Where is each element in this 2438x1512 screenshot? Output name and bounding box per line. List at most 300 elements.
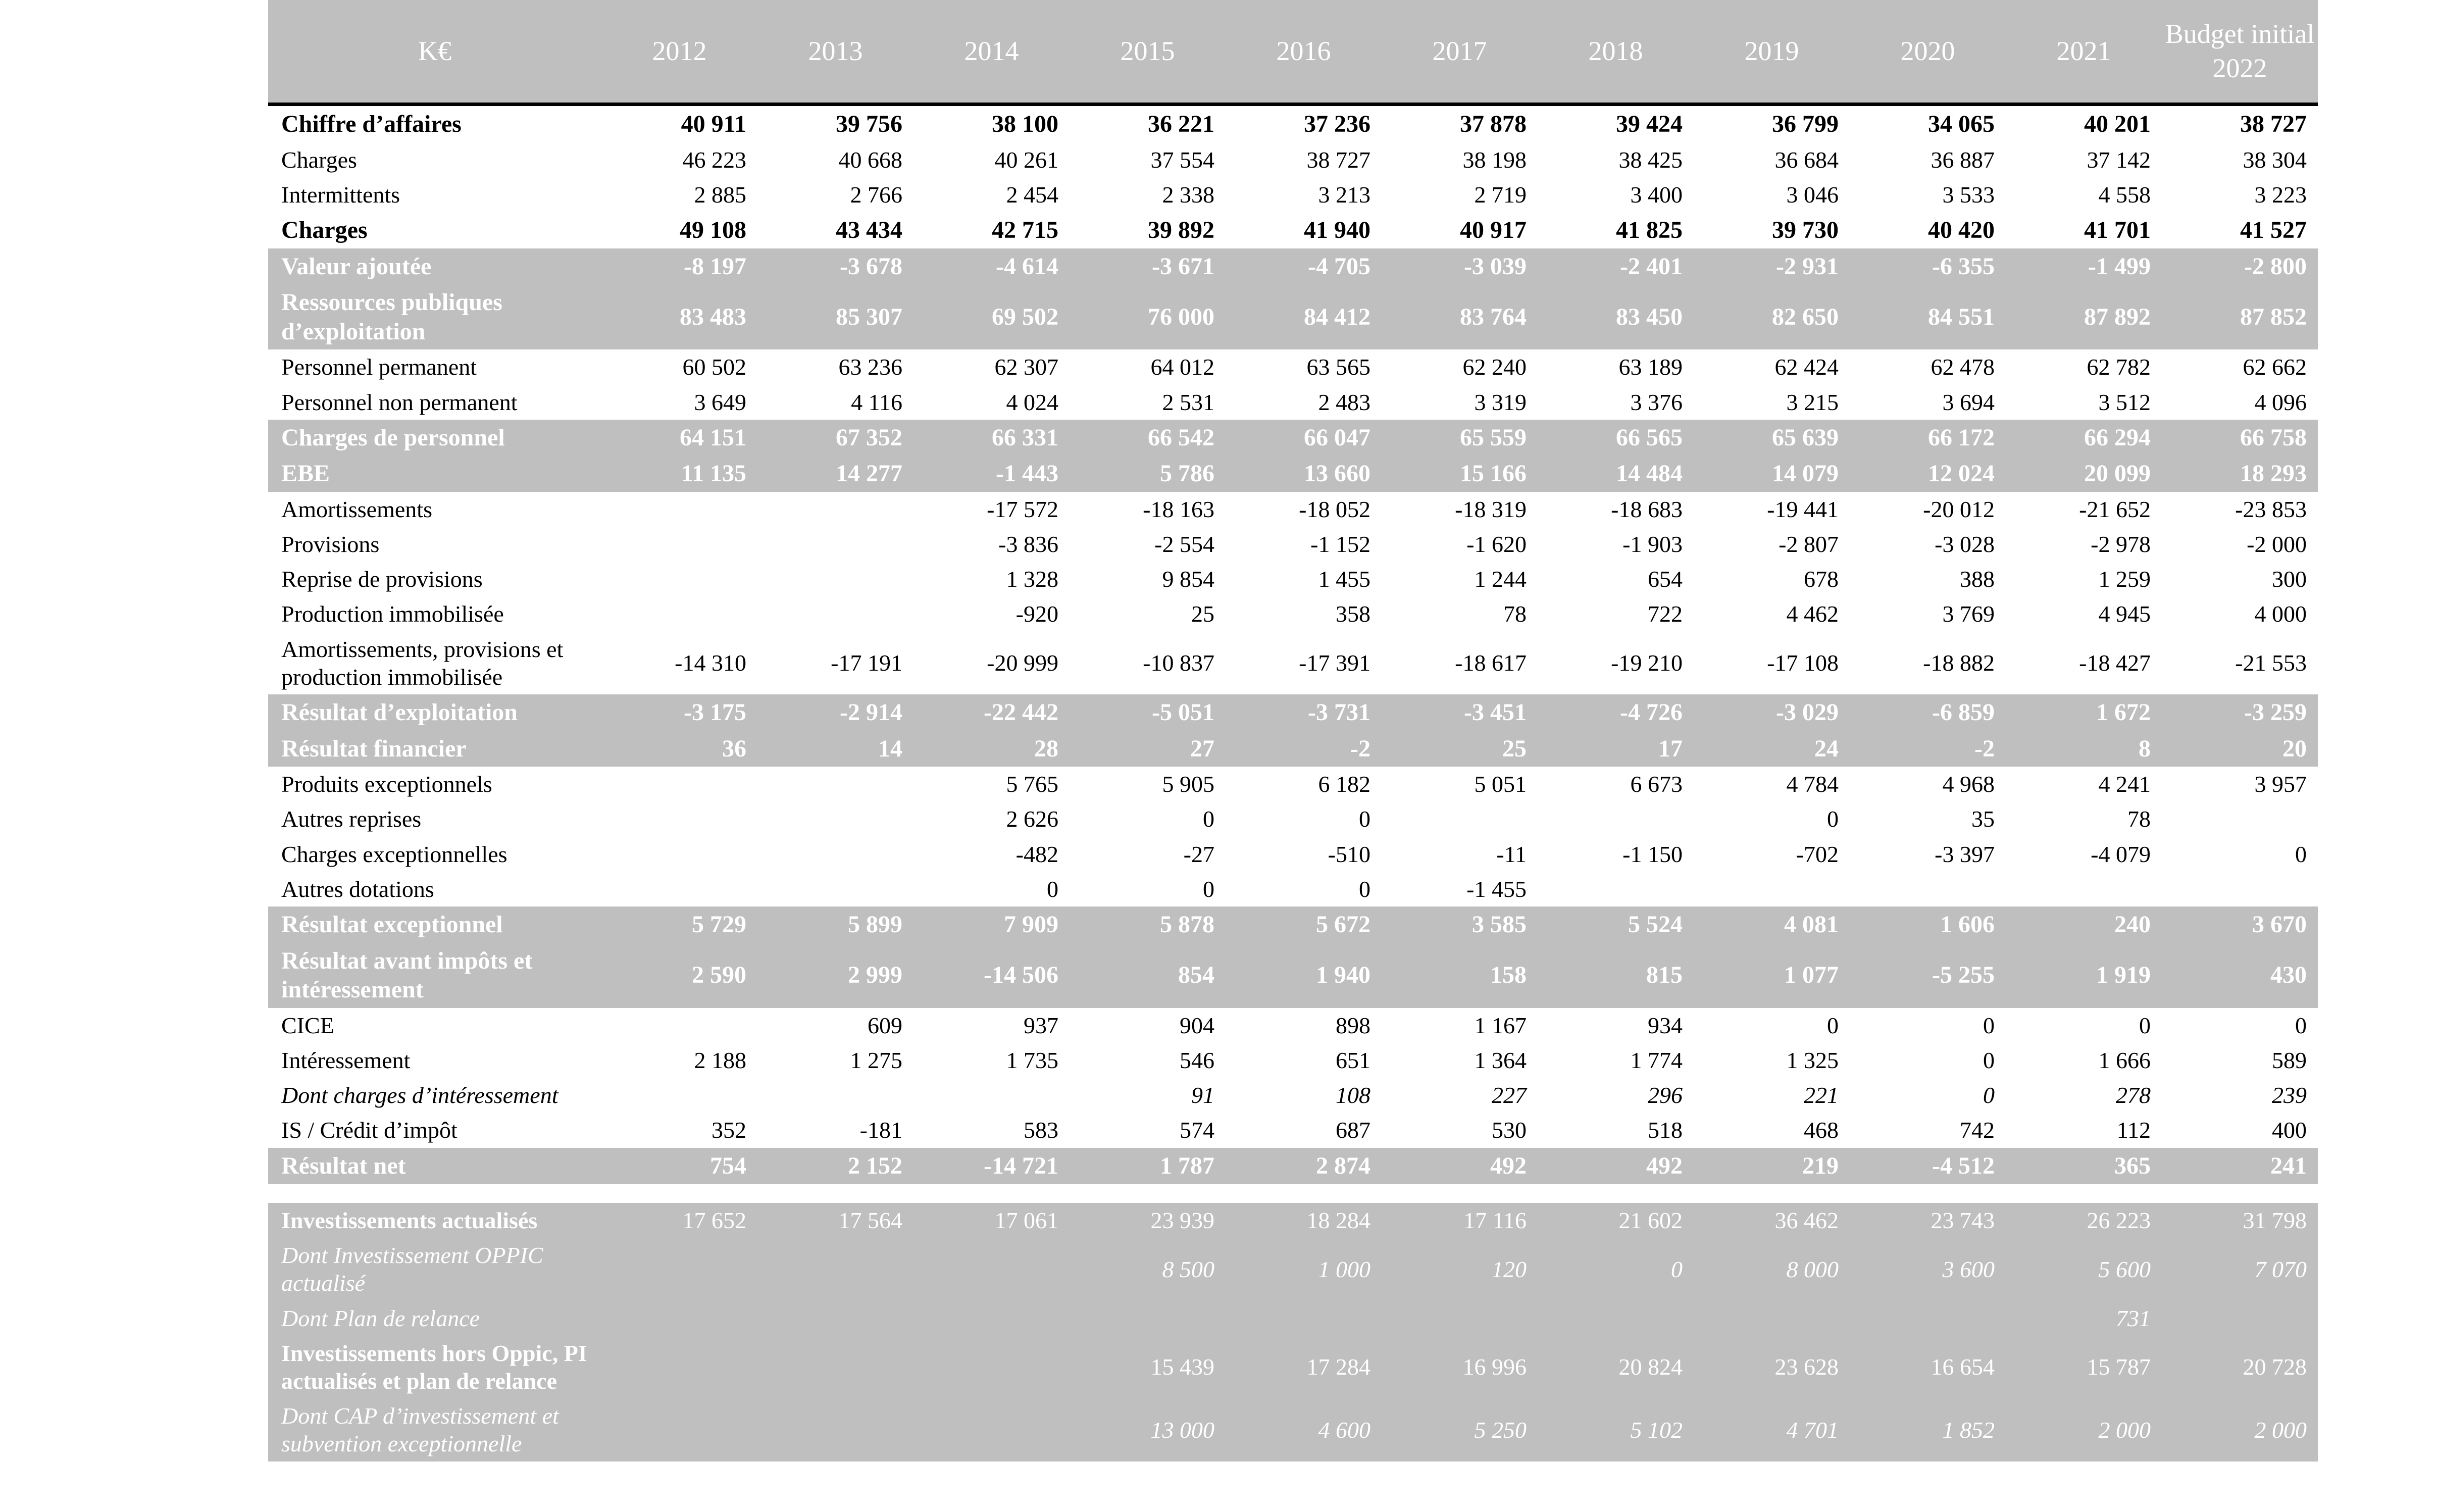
value-cell [757, 562, 913, 596]
value-cell: 1 275 [850, 1047, 902, 1073]
value-cell [601, 492, 757, 527]
value-cell: 3 694 [1942, 389, 1995, 415]
value-cell: 8 000 [1786, 1256, 1839, 1282]
value-cell: -20 999 [987, 650, 1058, 676]
value-cell: 241 [2270, 1152, 2307, 1179]
value-cell: 65 639 [1772, 424, 1839, 451]
value-cell: 2 874 [1316, 1152, 1370, 1179]
value-cell: 0 [1359, 876, 1370, 902]
value-cell: 2 999 [848, 962, 902, 989]
value-cell: 651 [1336, 1047, 1370, 1073]
value-cell: 898 [1336, 1012, 1370, 1038]
value-cell: 38 727 [1306, 146, 1370, 173]
table-row [268, 456, 2318, 492]
table-row [268, 1238, 2318, 1300]
value-cell: 66 294 [2084, 424, 2151, 451]
table-row [268, 385, 2318, 420]
value-cell: 296 [1648, 1082, 1683, 1108]
value-cell: 35 [1971, 806, 1995, 832]
value-cell: 6 182 [1318, 771, 1370, 797]
value-cell: 5 878 [1160, 911, 1214, 938]
value-cell: 78 [2127, 806, 2151, 832]
value-cell: 1 455 [1318, 566, 1370, 592]
table-row [268, 349, 2318, 384]
value-cell: 66 565 [1616, 424, 1683, 451]
value-cell: -3 039 [1464, 253, 1527, 280]
value-cell: 5 786 [1160, 460, 1214, 487]
value-cell: 5 765 [1006, 771, 1058, 797]
value-cell: 0 [1983, 1047, 1995, 1073]
value-cell: 1 000 [1318, 1256, 1370, 1282]
value-cell: 83 450 [1616, 303, 1683, 330]
table-row [268, 1336, 2318, 1398]
value-cell: 754 [710, 1152, 746, 1179]
value-cell: 5 905 [1162, 771, 1214, 797]
value-cell: 7 909 [1004, 911, 1058, 938]
value-cell: 3 319 [1474, 389, 1527, 415]
table-row [268, 731, 2318, 767]
value-cell: 37 142 [2087, 146, 2151, 173]
value-cell: 38 100 [992, 111, 1058, 137]
table-row [268, 632, 2318, 694]
value-cell [2162, 801, 2318, 836]
value-cell: -11 [1496, 841, 1527, 867]
value-cell: 239 [2272, 1082, 2307, 1108]
value-cell: 3 215 [1786, 389, 1839, 415]
value-cell: 300 [2272, 566, 2307, 592]
value-cell: 1 774 [1630, 1047, 1683, 1073]
table-row [268, 492, 2318, 527]
value-cell: -1 903 [1622, 531, 1683, 558]
year-column-header: 2014 [913, 0, 1070, 105]
value-cell [1070, 1301, 1226, 1336]
value-cell: 64 151 [680, 424, 746, 451]
value-cell: 7 070 [2254, 1256, 2307, 1282]
value-cell: -920 [1015, 601, 1058, 627]
row-label: Investissements actualisés [281, 1207, 538, 1234]
row-label: Intermittents [281, 181, 400, 208]
value-cell [757, 767, 913, 801]
value-cell [1694, 872, 1850, 906]
value-cell [913, 1398, 1070, 1461]
value-cell: 815 [1646, 962, 1683, 989]
value-cell: 28 [1034, 735, 1058, 762]
value-cell: 654 [1648, 566, 1683, 592]
table-row [268, 596, 2318, 631]
value-cell: -3 259 [2244, 699, 2307, 726]
value-cell: 4 462 [1786, 601, 1839, 627]
value-cell: 76 000 [1148, 303, 1214, 330]
value-cell: 39 756 [836, 111, 902, 137]
value-cell: 41 940 [1304, 216, 1370, 243]
value-cell: 62 424 [1774, 354, 1839, 380]
value-cell: 0 [1827, 1012, 1839, 1038]
value-cell: -3 451 [1464, 699, 1527, 726]
table-row [268, 527, 2318, 562]
value-cell: 15 439 [1150, 1354, 1214, 1380]
value-cell: 1 167 [1474, 1012, 1527, 1038]
value-cell: 934 [1648, 1012, 1683, 1038]
value-cell: 1 672 [2096, 699, 2151, 726]
row-label: Résultat financier [281, 735, 467, 762]
value-cell [913, 1336, 1070, 1398]
value-cell: 36 462 [1774, 1207, 1839, 1234]
value-cell [757, 1398, 913, 1461]
value-cell: 589 [2272, 1047, 2307, 1073]
value-cell: -8 197 [684, 253, 746, 280]
value-cell: 17 564 [838, 1207, 902, 1234]
value-cell: 78 [1503, 601, 1527, 627]
value-cell: -21 652 [2079, 496, 2151, 522]
value-cell: -3 671 [1152, 253, 1214, 280]
value-cell [601, 767, 757, 801]
row-label: Résultat avant impôts et intéressement [281, 947, 533, 1003]
year-column-header: 2015 [1070, 0, 1226, 105]
value-cell: -1 443 [996, 460, 1058, 487]
value-cell: -19 441 [1767, 496, 1839, 522]
value-cell: -21 553 [2235, 650, 2307, 676]
value-cell [913, 1301, 1070, 1336]
value-cell: -3 397 [1935, 841, 1995, 867]
table-row [268, 694, 2318, 731]
table-row [268, 212, 2318, 248]
value-cell [1538, 801, 1694, 836]
value-cell: 219 [1802, 1152, 1839, 1179]
value-cell: 5 672 [1316, 911, 1370, 938]
year-column-header: 2012 [601, 0, 757, 105]
value-cell: 87 892 [2084, 303, 2151, 330]
value-cell: -1 620 [1466, 531, 1527, 558]
value-cell: 120 [1492, 1256, 1527, 1282]
value-cell: -2 [1974, 735, 1995, 762]
value-cell: 36 887 [1931, 146, 1995, 173]
value-cell: 21 602 [1618, 1207, 1683, 1234]
value-cell: -2 978 [2091, 531, 2151, 558]
table-row [268, 1043, 2318, 1078]
value-cell: 5 250 [1474, 1417, 1527, 1443]
value-cell: 365 [2114, 1152, 2151, 1179]
value-cell: 25 [1191, 601, 1214, 627]
row-label: Personnel permanent [281, 354, 477, 380]
row-label: Résultat exceptionnel [281, 911, 503, 938]
value-cell: 2 152 [848, 1152, 902, 1179]
value-cell: 16 996 [1462, 1354, 1527, 1380]
value-cell: 17 [1658, 735, 1683, 762]
value-cell [757, 527, 913, 562]
value-cell [757, 492, 913, 527]
value-cell: 20 824 [1618, 1354, 1683, 1380]
value-cell [2006, 872, 2162, 906]
value-cell: -18 427 [2079, 650, 2151, 676]
value-cell: 227 [1492, 1082, 1527, 1108]
row-label: CICE [281, 1012, 334, 1038]
row-label: Amortissements, provisions et production immobilisée [281, 636, 564, 690]
value-cell: 85 307 [836, 303, 902, 330]
value-cell: 36 684 [1774, 146, 1839, 173]
value-cell: 2 000 [2098, 1417, 2151, 1443]
value-cell: 2 590 [692, 962, 746, 989]
table-row [268, 562, 2318, 596]
value-cell: 60 502 [682, 354, 746, 380]
value-cell: 41 825 [1616, 216, 1683, 243]
value-cell: 492 [1490, 1152, 1527, 1179]
value-cell: -1 152 [1310, 531, 1370, 558]
value-cell: -2 554 [1154, 531, 1214, 558]
value-cell: 37 236 [1304, 111, 1370, 137]
value-cell: 46 223 [682, 146, 746, 173]
row-label: Investissements hors Oppic, PI actualisés et plan de relance [281, 1340, 587, 1394]
unit-label: K€ [268, 0, 601, 105]
value-cell: 742 [1960, 1117, 1995, 1143]
value-cell: 158 [1490, 962, 1527, 989]
value-cell [1226, 1301, 1382, 1336]
value-cell: 1 325 [1786, 1047, 1839, 1073]
value-cell: -510 [1328, 841, 1370, 867]
value-cell: 66 172 [1928, 424, 1995, 451]
value-cell: 62 240 [1462, 354, 1527, 380]
value-cell: 49 108 [680, 216, 746, 243]
value-cell: 43 434 [836, 216, 902, 243]
value-cell: 40 917 [1460, 216, 1527, 243]
table-row [268, 943, 2318, 1008]
value-cell: 687 [1336, 1117, 1370, 1143]
value-cell: 678 [1804, 566, 1839, 592]
value-cell [757, 1301, 913, 1336]
value-cell: 0 [2295, 841, 2307, 867]
value-cell: 91 [1191, 1082, 1214, 1108]
value-cell: 66 331 [992, 424, 1058, 451]
table-row [268, 1398, 2318, 1461]
value-cell: 221 [1804, 1082, 1839, 1108]
year-column-header: 2018 [1538, 0, 1694, 105]
value-cell: 2 719 [1474, 181, 1527, 208]
value-cell: -18 319 [1455, 496, 1527, 522]
value-cell: 18 293 [2240, 460, 2307, 487]
value-cell: -19 210 [1611, 650, 1683, 676]
value-cell: 83 764 [1460, 303, 1527, 330]
year-column-header: 2019 [1694, 0, 1850, 105]
value-cell: 3 046 [1786, 181, 1839, 208]
value-cell: 20 099 [2084, 460, 2151, 487]
value-cell [757, 596, 913, 631]
table-row [268, 1008, 2318, 1043]
value-cell: 722 [1648, 601, 1683, 627]
row-label: Ressources publiques d’exploitation [281, 289, 502, 345]
value-cell: 5 729 [692, 911, 746, 938]
value-cell: 2 338 [1162, 181, 1214, 208]
value-cell: 2 483 [1318, 389, 1370, 415]
value-cell: 2 885 [694, 181, 746, 208]
value-cell: 4 558 [2098, 181, 2151, 208]
value-cell: 3 957 [2254, 771, 2307, 797]
row-label: Produits exceptionnels [281, 771, 492, 797]
value-cell: 13 000 [1150, 1417, 1214, 1443]
value-cell: 26 223 [2087, 1207, 2151, 1234]
value-cell: 17 284 [1306, 1354, 1370, 1380]
value-cell: 518 [1648, 1117, 1683, 1143]
value-cell: 40 201 [2084, 111, 2151, 137]
value-cell [1694, 1301, 1850, 1336]
value-cell: 38 304 [2243, 146, 2307, 173]
row-label: Valeur ajoutée [281, 253, 432, 280]
value-cell [757, 1078, 913, 1113]
value-cell: -2 401 [1620, 253, 1683, 280]
value-cell: 3 670 [2252, 911, 2307, 938]
value-cell: 583 [1024, 1117, 1058, 1143]
table-row [268, 248, 2318, 285]
value-cell: -6 355 [1932, 253, 1995, 280]
value-cell: -5 051 [1152, 699, 1214, 726]
value-cell: -4 512 [1932, 1152, 1995, 1179]
value-cell [2162, 872, 2318, 906]
value-cell: -4 726 [1620, 699, 1683, 726]
value-cell: 2 531 [1162, 389, 1214, 415]
value-cell: 23 743 [1931, 1207, 1995, 1234]
value-cell: 3 213 [1318, 181, 1370, 208]
value-cell: 352 [712, 1117, 746, 1143]
value-cell: 82 650 [1772, 303, 1839, 330]
value-cell [1850, 872, 2006, 906]
value-cell: 8 500 [1162, 1256, 1214, 1282]
value-cell: -18 052 [1299, 496, 1370, 522]
value-cell: -2 800 [2244, 253, 2307, 280]
value-cell: -18 617 [1455, 650, 1527, 676]
value-cell [913, 1078, 1070, 1113]
value-cell: -5 255 [1932, 962, 1995, 989]
value-cell: 1 328 [1006, 566, 1058, 592]
value-cell: 62 782 [2087, 354, 2151, 380]
value-cell: 38 425 [1618, 146, 1683, 173]
year-column-header: 2017 [1382, 0, 1538, 105]
value-cell: -27 [1183, 841, 1214, 867]
value-cell: 17 061 [994, 1207, 1058, 1234]
value-cell: 38 727 [2240, 111, 2307, 137]
table-row [268, 801, 2318, 836]
value-cell: 112 [2116, 1117, 2151, 1143]
value-cell: 468 [1804, 1117, 1839, 1143]
row-label: Chiffre d’affaires [281, 111, 462, 137]
value-cell: -2 807 [1779, 531, 1839, 558]
value-cell: 5 102 [1630, 1417, 1683, 1443]
value-cell: 24 [1814, 735, 1839, 762]
value-cell: 4 945 [2098, 601, 2151, 627]
row-label: Résultat net [281, 1152, 406, 1179]
value-cell: -22 442 [984, 699, 1058, 726]
value-cell [1382, 1301, 1538, 1336]
value-cell: 108 [1336, 1082, 1370, 1108]
value-cell: 0 [1203, 876, 1214, 902]
value-cell: 6 673 [1630, 771, 1683, 797]
value-cell: -14 506 [984, 962, 1058, 989]
value-cell: 40 911 [681, 111, 746, 137]
value-cell: -6 859 [1932, 699, 1995, 726]
value-cell: 2 454 [1006, 181, 1058, 208]
value-cell: 358 [1336, 601, 1370, 627]
value-cell: -1 455 [1466, 876, 1527, 902]
value-cell: 83 483 [680, 303, 746, 330]
value-cell: 3 585 [1472, 911, 1527, 938]
value-cell: 2 000 [2254, 1417, 2307, 1443]
budget-column-header: Budget initial 2022 [2162, 0, 2318, 105]
value-cell: -3 731 [1308, 699, 1370, 726]
value-cell: 25 [1502, 735, 1527, 762]
row-label: Charges de personnel [281, 424, 505, 451]
value-cell: -3 029 [1776, 699, 1839, 726]
value-cell: 36 799 [1772, 111, 1839, 137]
value-cell: 40 420 [1928, 216, 1995, 243]
value-cell: 8 [2139, 735, 2151, 762]
value-cell: 5 051 [1474, 771, 1527, 797]
value-cell: 37 554 [1150, 146, 1214, 173]
value-cell: -18 163 [1143, 496, 1214, 522]
value-cell: -4 705 [1308, 253, 1370, 280]
value-cell: 38 198 [1462, 146, 1527, 173]
value-cell: -10 837 [1143, 650, 1214, 676]
value-cell: 15 166 [1460, 460, 1527, 487]
row-label: Reprise de provisions [281, 566, 483, 592]
value-cell [1850, 1301, 2006, 1336]
value-cell: 14 [878, 735, 902, 762]
value-cell: 14 484 [1616, 460, 1683, 487]
value-cell: 31 798 [2243, 1207, 2307, 1234]
value-cell: -17 572 [987, 496, 1058, 522]
value-cell: 1 244 [1474, 566, 1527, 592]
value-cell: 3 600 [1942, 1256, 1995, 1282]
financial-report-table-area [268, 0, 2318, 1461]
row-label: Autres dotations [281, 876, 434, 902]
value-cell: 64 012 [1150, 354, 1214, 380]
value-cell: -17 108 [1767, 650, 1839, 676]
table-row [268, 767, 2318, 801]
value-cell: 430 [2270, 962, 2307, 989]
value-cell: 41 701 [2084, 216, 2151, 243]
row-label: Personnel non permanent [281, 389, 518, 415]
value-cell [757, 837, 913, 872]
value-cell [601, 872, 757, 906]
value-cell: 546 [1180, 1047, 1214, 1073]
value-cell: 574 [1180, 1117, 1214, 1143]
table-row [268, 420, 2318, 456]
value-cell: 3 223 [2254, 181, 2307, 208]
value-cell: 278 [2116, 1082, 2151, 1108]
year-column-header: 2021 [2006, 0, 2162, 105]
value-cell: 1 940 [1316, 962, 1370, 989]
value-cell: 4 784 [1786, 771, 1839, 797]
value-cell: 4 701 [1786, 1417, 1839, 1443]
value-cell: 3 533 [1942, 181, 1995, 208]
value-cell: 5 600 [2098, 1256, 2151, 1282]
value-cell: 854 [1178, 962, 1214, 989]
value-cell [601, 1078, 757, 1113]
value-cell [757, 1336, 913, 1398]
value-cell: -3 836 [998, 531, 1058, 558]
value-cell: 13 660 [1304, 460, 1370, 487]
year-column-header: 2020 [1850, 0, 2006, 105]
value-cell: 2 626 [1006, 806, 1058, 832]
value-cell: 3 400 [1630, 181, 1683, 208]
value-cell: 1 735 [1006, 1047, 1058, 1073]
value-cell: 4 081 [1784, 911, 1839, 938]
value-cell: -23 853 [2235, 496, 2307, 522]
row-label: Résultat d’exploitation [281, 699, 518, 726]
row-label: EBE [281, 460, 330, 487]
value-cell: 0 [1671, 1256, 1683, 1282]
row-label: Charges exceptionnelles [281, 841, 507, 867]
value-cell: 41 527 [2240, 216, 2307, 243]
value-cell: -3 175 [684, 699, 746, 726]
row-label: Dont CAP d’investissement et subvention exceptionnelle [281, 1403, 559, 1457]
value-cell: 23 628 [1774, 1354, 1839, 1380]
